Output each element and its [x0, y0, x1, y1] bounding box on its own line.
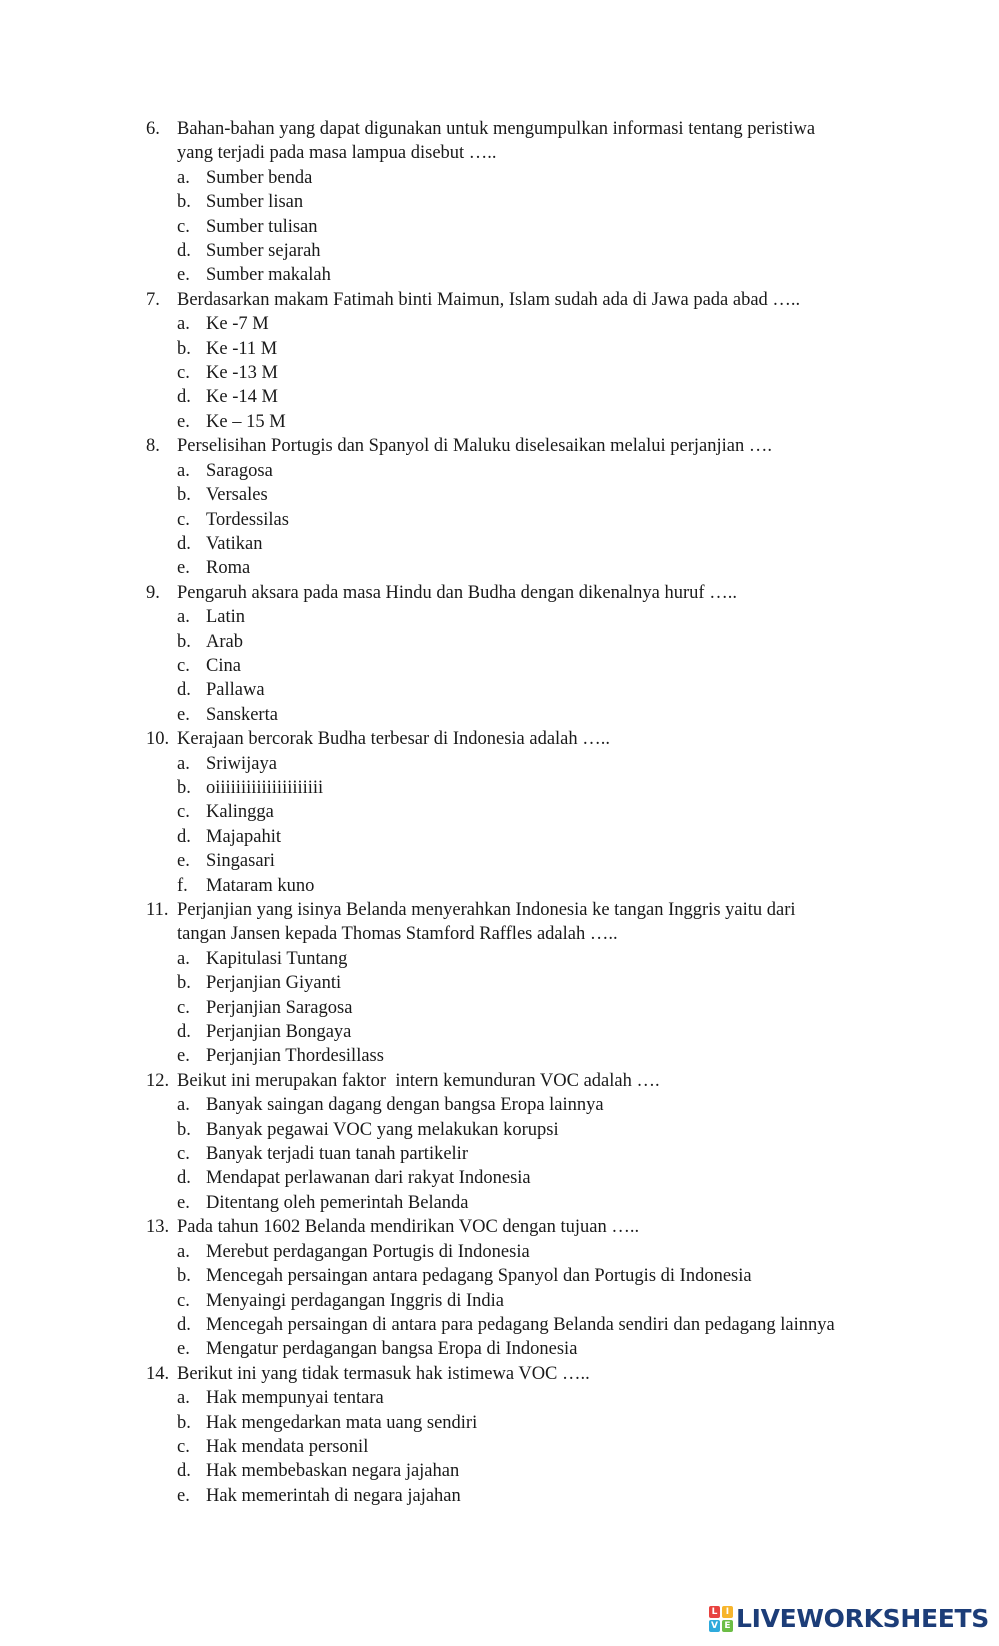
option-letter: b. [177, 973, 191, 994]
answer-option[interactable] [177, 532, 906, 556]
answer-option[interactable] [177, 239, 906, 263]
option-list [146, 1240, 906, 1362]
option-letter: e. [177, 1046, 190, 1067]
option-text: Banyak pegawai VOC yang melakukan korupsi [206, 1119, 559, 1140]
question-number: 7. [146, 289, 160, 310]
question-number: 8. [146, 436, 160, 457]
question-list [146, 117, 906, 1508]
option-text: Roma [206, 558, 251, 579]
answer-option[interactable] [177, 215, 906, 239]
answer-option[interactable] [177, 996, 906, 1020]
question-text: Bahan-bahan yang dapat digunakan untuk mengumpulkan informasi tentang peristiwa yang terjadi pada masa lampua disebut ….. [177, 119, 816, 164]
question-text: Kerajaan bercorak Budha terbesar di Indonesia adalah ….. [177, 729, 611, 750]
logo-wordmark: LIVEWORKSHEETS [735, 1604, 989, 1633]
option-letter: d. [177, 1461, 191, 1482]
answer-option[interactable] [177, 1289, 906, 1313]
option-letter: e. [177, 411, 190, 432]
option-letter: d. [177, 1022, 191, 1043]
question-row [146, 898, 906, 947]
option-text: Hak mendata personil [206, 1436, 369, 1457]
answer-option[interactable] [177, 1118, 906, 1142]
answer-option[interactable] [177, 971, 906, 995]
option-text: Merebut perdagangan Portugis di Indonesia [206, 1241, 530, 1262]
option-list [146, 605, 906, 727]
option-text: Menyaingi perdagangan Inggris di India [206, 1290, 504, 1311]
question-block [146, 117, 906, 288]
question-number: 11. [146, 900, 169, 920]
option-letter: b. [177, 1266, 191, 1287]
option-letter: d. [177, 826, 191, 847]
option-list [146, 459, 906, 581]
option-letter: e. [177, 704, 190, 725]
answer-option[interactable] [177, 776, 906, 800]
question-row [146, 727, 906, 751]
option-text: Pallawa [206, 680, 265, 701]
option-letter: c. [177, 1436, 190, 1457]
question-number: 9. [146, 582, 160, 603]
option-letter: a. [177, 948, 190, 969]
option-letter: a. [177, 1095, 190, 1116]
question-block [146, 581, 906, 727]
question-row [146, 117, 906, 166]
liveworksheets-logo-icon [709, 1606, 733, 1632]
option-letter: c. [177, 363, 190, 384]
option-letter: c. [177, 216, 190, 237]
answer-option[interactable] [177, 1093, 906, 1117]
answer-option[interactable] [177, 1240, 906, 1264]
option-text: Kapitulasi Tuntang [206, 948, 348, 969]
option-text: Tordessilas [206, 509, 289, 530]
question-text: Perjanjian yang isinya Belanda menyerahkan Indonesia ke tangan Inggris yaitu dari tangan Jansen kepada Thomas Stamford Raffles adalah ….. [177, 900, 796, 945]
option-text: Perjanjian Bongaya [206, 1022, 352, 1043]
answer-option[interactable] [177, 703, 906, 727]
option-text: Ke -13 M [206, 363, 278, 384]
answer-option[interactable] [177, 800, 906, 824]
option-text: Mendapat perlawanan dari rakyat Indonesia [206, 1168, 531, 1189]
option-letter: c. [177, 997, 190, 1018]
answer-option[interactable] [177, 654, 906, 678]
option-letter: b. [177, 338, 191, 359]
option-letter: b. [177, 192, 191, 213]
option-text: Ke – 15 M [206, 411, 286, 432]
option-letter: a. [177, 1388, 190, 1409]
option-text: Perjanjian Giyanti [206, 973, 342, 994]
answer-option[interactable] [177, 678, 906, 702]
option-letter: a. [177, 753, 190, 774]
answer-option[interactable] [177, 166, 906, 190]
answer-option[interactable] [177, 1166, 906, 1190]
answer-option[interactable] [177, 1337, 906, 1361]
question-block [146, 727, 906, 898]
answer-option[interactable] [177, 874, 906, 898]
option-text: Arab [206, 631, 243, 652]
option-text: Versales [206, 485, 268, 506]
question-row [146, 288, 906, 312]
question-text: Beikut ini merupakan faktor intern kemunduran VOC adalah …. [177, 1070, 660, 1091]
question-block [146, 898, 906, 1069]
answer-option[interactable] [177, 556, 906, 580]
answer-option[interactable] [177, 1313, 906, 1337]
option-letter: c. [177, 1290, 190, 1311]
answer-option[interactable] [177, 190, 906, 214]
option-text: Banyak terjadi tuan tanah partikelir [206, 1144, 468, 1165]
question-row [146, 434, 906, 458]
answer-option[interactable] [177, 1435, 906, 1459]
answer-option[interactable] [177, 1191, 906, 1215]
answer-option[interactable] [177, 459, 906, 483]
option-letter: d. [177, 1168, 191, 1189]
answer-option[interactable] [177, 1386, 906, 1410]
answer-option[interactable] [177, 1459, 906, 1483]
option-letter: c. [177, 509, 190, 530]
option-list [146, 166, 906, 288]
option-letter: e. [177, 1485, 190, 1506]
option-letter: f. [177, 875, 188, 896]
answer-option[interactable] [177, 1142, 906, 1166]
answer-option[interactable] [177, 385, 906, 409]
question-text: Berikut ini yang tidak termasuk hak istimewa VOC ….. [177, 1363, 590, 1384]
answer-option[interactable] [177, 1484, 906, 1508]
option-text: Mengatur perdagangan bangsa Eropa di Indonesia [206, 1339, 578, 1360]
question-text: Pengaruh aksara pada masa Hindu dan Budha dengan dikenalnya huruf ….. [177, 582, 737, 603]
question-block [146, 1069, 906, 1215]
option-letter: b. [177, 485, 191, 506]
option-text: Ditentang oleh pemerintah Belanda [206, 1192, 469, 1213]
option-letter: b. [177, 1412, 191, 1433]
option-letter: d. [177, 680, 191, 701]
option-text: Ke -7 M [206, 314, 269, 335]
question-number: 6. [146, 119, 160, 139]
option-letter: a. [177, 1241, 190, 1262]
option-letter: b. [177, 777, 191, 798]
option-text: Kalingga [206, 802, 274, 823]
option-letter: e. [177, 558, 190, 579]
option-letter: e. [177, 851, 190, 872]
option-text: oiiiiiiiiiiiiiiiiiiiii [206, 777, 324, 798]
question-text: Berdasarkan makam Fatimah binti Maimun, Islam sudah ada di Jawa pada abad ….. [177, 289, 801, 310]
answer-option[interactable] [177, 605, 906, 629]
option-text: Sriwijaya [206, 753, 277, 774]
answer-option[interactable] [177, 1264, 906, 1288]
logo-mark-tile: V [709, 1620, 720, 1632]
option-text: Majapahit [206, 826, 282, 847]
answer-option[interactable] [177, 312, 906, 336]
answer-option[interactable] [177, 361, 906, 385]
answer-option[interactable] [177, 1044, 906, 1068]
option-letter: e. [177, 265, 190, 286]
option-text: Ke -11 M [206, 338, 278, 359]
question-number: 12. [146, 1070, 170, 1091]
liveworksheets-logo [709, 1604, 989, 1634]
question-row [146, 581, 906, 605]
option-text: Sumber makalah [206, 265, 331, 286]
option-text: Vatikan [206, 533, 263, 554]
option-text: Sumber tulisan [206, 216, 318, 237]
option-letter: a. [177, 460, 190, 481]
option-text: Mataram kuno [206, 875, 315, 896]
option-text: Singasari [206, 851, 275, 872]
option-letter: d. [177, 241, 191, 262]
question-block [146, 288, 906, 434]
option-letter: d. [177, 1314, 191, 1335]
option-letter: e. [177, 1192, 190, 1213]
option-text: Hak mengedarkan mata uang sendiri [206, 1412, 478, 1433]
option-letter: b. [177, 631, 191, 652]
question-text: Perselisihan Portugis dan Spanyol di Maluku diselesaikan melalui perjanjian …. [177, 436, 772, 457]
answer-option[interactable] [177, 630, 906, 654]
option-text: Mencegah persaingan antara pedagang Spanyol dan Portugis di Indonesia [206, 1266, 752, 1287]
option-letter: a. [177, 167, 190, 188]
logo-mark-tile: I [722, 1606, 733, 1618]
option-list [146, 1093, 906, 1215]
option-list [146, 312, 906, 434]
option-letter: c. [177, 1144, 190, 1165]
question-row [146, 1215, 906, 1239]
logo-mark-tile: E [722, 1620, 733, 1632]
option-text: Saragosa [206, 460, 273, 481]
option-text: Ke -14 M [206, 387, 278, 408]
option-letter: e. [177, 1339, 190, 1360]
option-text: Hak membebaskan negara jajahan [206, 1461, 460, 1482]
answer-option[interactable] [177, 947, 906, 971]
answer-option[interactable] [177, 752, 906, 776]
option-text: Cina [206, 655, 241, 676]
question-block [146, 434, 906, 580]
option-letter: d. [177, 387, 191, 408]
option-list [146, 947, 906, 1069]
option-text: Sanskerta [206, 704, 278, 725]
option-letter: a. [177, 607, 190, 628]
logo-mark-tile: L [709, 1606, 720, 1618]
question-number: 14. [146, 1363, 170, 1384]
option-letter: a. [177, 314, 190, 335]
option-text: Hak mempunyai tentara [206, 1388, 384, 1409]
answer-option[interactable] [177, 1020, 906, 1044]
answer-option[interactable] [177, 337, 906, 361]
option-text: Mencegah persaingan di antara para pedagang Belanda sendiri dan pedagang lainnya [206, 1314, 835, 1335]
option-list [146, 1386, 906, 1508]
question-row [146, 1362, 906, 1386]
answer-option[interactable] [177, 849, 906, 873]
option-list [146, 752, 906, 898]
answer-option[interactable] [177, 508, 906, 532]
option-text: Perjanjian Saragosa [206, 997, 353, 1018]
answer-option[interactable] [177, 263, 906, 287]
question-number: 10. [146, 729, 170, 750]
question-row [146, 1069, 906, 1093]
option-text: Banyak saingan dagang dengan bangsa Eropa lainnya [206, 1095, 604, 1116]
answer-option[interactable] [177, 1411, 906, 1435]
option-letter: b. [177, 1119, 191, 1140]
option-letter: d. [177, 533, 191, 554]
option-text: Sumber lisan [206, 192, 304, 213]
option-text: Perjanjian Thordesillass [206, 1046, 384, 1067]
question-number: 13. [146, 1217, 170, 1238]
option-letter: c. [177, 802, 190, 823]
option-text: Hak memerintah di negara jajahan [206, 1485, 461, 1506]
question-block [146, 1362, 906, 1508]
option-text: Sumber sejarah [206, 241, 321, 262]
answer-option[interactable] [177, 483, 906, 507]
option-text: Latin [206, 607, 246, 628]
answer-option[interactable] [177, 825, 906, 849]
option-text: Sumber benda [206, 167, 313, 188]
option-letter: c. [177, 655, 190, 676]
answer-option[interactable] [177, 410, 906, 434]
question-block [146, 1215, 906, 1361]
question-text: Pada tahun 1602 Belanda mendirikan VOC dengan tujuan ….. [177, 1217, 640, 1238]
